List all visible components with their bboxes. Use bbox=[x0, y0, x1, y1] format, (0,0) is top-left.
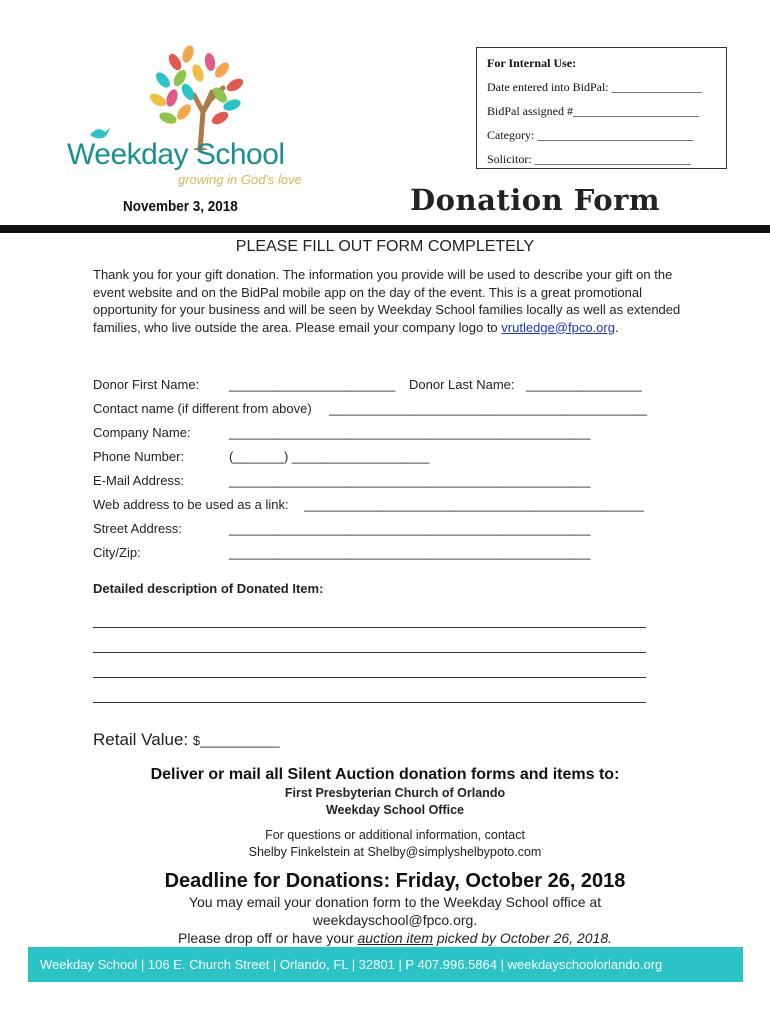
city-zip-label: City/Zip: bbox=[93, 545, 141, 560]
contact-info-line1: For questions or additional information, contact bbox=[265, 828, 525, 842]
retail-value-field[interactable]: $___________ bbox=[192, 733, 280, 748]
email-address-field[interactable]: __________________________________________________ bbox=[229, 473, 591, 488]
donor-last-name-label: Donor Last Name: bbox=[409, 377, 515, 392]
description-line[interactable] bbox=[93, 652, 646, 653]
donor-first-name-label: Donor First Name: bbox=[93, 377, 200, 392]
contact-name-field[interactable]: ____________________________________________ bbox=[329, 401, 648, 416]
form-subtitle: PLEASE FILL OUT FORM COMPLETELY bbox=[235, 238, 535, 255]
logo-email-link[interactable]: vrutledge@fpco.org bbox=[501, 319, 615, 335]
header-divider bbox=[0, 225, 770, 233]
internal-use-heading: For Internal Use: bbox=[487, 56, 577, 70]
internal-row-category: Category: __________________________ bbox=[487, 128, 694, 142]
deadline-line3 bbox=[0, 930, 770, 946]
internal-use-box bbox=[476, 47, 727, 169]
footer-bar: Weekday School | 106 E. Church Street | Orlando, FL | 32801 | P 407.996.5864 | weekdayschoolorlando.org bbox=[28, 947, 743, 982]
deadline-line2: weekdayschool@fpco.org. bbox=[312, 912, 478, 928]
deliver-address-line1: First Presbyterian Church of Orlando bbox=[284, 786, 506, 800]
deadline-line3-post: picked by October 26, 2018. bbox=[436, 930, 612, 946]
intro-text: Thank you for your gift donation. The information you provide will be used to describe your gift on the event website and on the BidPal mobile app on the day of the event. This is a great promotional opportunity for your business and will be seen by Weekday School families locally as well as extended families, who live outside the area. Please email your company logo to bbox=[93, 267, 681, 335]
deadline-line3-pre: Please drop off or have your bbox=[177, 930, 354, 946]
description-line[interactable] bbox=[93, 677, 646, 678]
donor-last-name-field[interactable]: ________________ bbox=[526, 377, 642, 392]
retail-value bbox=[93, 730, 280, 750]
phone-number-label: Phone Number: bbox=[93, 449, 185, 464]
company-name-label: Company Name: bbox=[93, 425, 191, 440]
description-line[interactable] bbox=[93, 627, 646, 628]
description-heading: Detailed description of Donated Item: bbox=[93, 581, 324, 596]
email-address-label: E-Mail Address: bbox=[93, 473, 185, 488]
page-title: Donation Form bbox=[410, 183, 661, 217]
description-line[interactable] bbox=[93, 702, 646, 703]
phone-number-field[interactable]: (_______) ___________________ bbox=[229, 449, 430, 464]
web-address-field[interactable]: _______________________________________________ bbox=[304, 497, 644, 512]
contact-name-label: Contact name (if different from above) bbox=[93, 401, 312, 416]
intro-paragraph bbox=[93, 266, 703, 336]
internal-row-solicitor: Solicitor: __________________________ bbox=[487, 152, 691, 166]
logo-tagline: growing in God's love bbox=[178, 172, 302, 187]
retail-value-label: Retail Value: bbox=[93, 730, 189, 749]
street-address-label: Street Address: bbox=[93, 521, 182, 536]
form-date: November 3, 2018 bbox=[123, 198, 238, 215]
deliver-address-line2: Weekday School Office bbox=[325, 803, 464, 817]
company-name-field[interactable]: __________________________________________________ bbox=[229, 425, 591, 440]
intro-end: . bbox=[614, 319, 619, 335]
auction-item-link: auction item bbox=[357, 930, 433, 946]
deadline-line1: You may email your donation form to the Weekday School office at bbox=[188, 894, 602, 910]
deadline-heading: Deadline for Donations: Friday, October 26, 2018 bbox=[164, 870, 626, 892]
internal-row-date: Date entered into BidPal: _______________ bbox=[487, 80, 702, 94]
deliver-heading: Deliver or mail all Silent Auction donation forms and items to: bbox=[150, 766, 620, 783]
contact-info-line2: Shelby Finkelstein at Shelby@simplyshelbypoto.com bbox=[248, 845, 542, 859]
logo-title: Weekday School bbox=[67, 138, 285, 171]
internal-row-bidpal: BidPal assigned #_____________________ bbox=[487, 104, 699, 118]
street-address-field[interactable]: __________________________________________________ bbox=[229, 521, 591, 536]
city-zip-field[interactable]: __________________________________________________ bbox=[229, 545, 591, 560]
donor-first-name-field[interactable]: _______________________ bbox=[229, 377, 396, 392]
web-address-label: Web address to be used as a link: bbox=[93, 497, 289, 512]
